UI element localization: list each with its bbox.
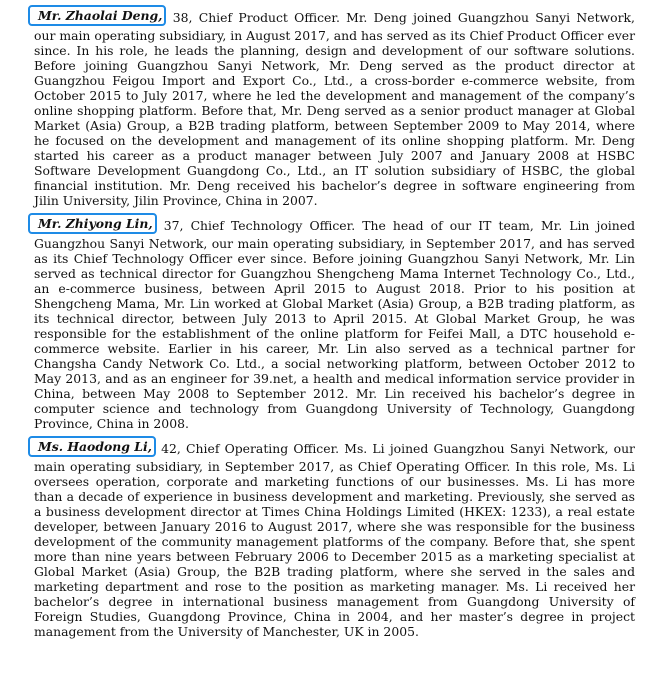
highlighted-name-deng: Mr. Zhaolai Deng,: [28, 5, 166, 26]
highlighted-name-li: Ms. Haodong Li,: [28, 436, 156, 457]
highlighted-name-lin: Mr. Zhiyong Lin,: [28, 213, 157, 234]
officer-bios-document: [34, 7, 635, 646]
bio-paragraph-li: [34, 438, 635, 639]
bio-paragraph-deng: [34, 7, 635, 208]
bio-text-lin: 37, Chief Technology Officer. The head of our IT team, Mr. Lin joined Guangzhou Sanyi Network, our main operating subsidiary, in September 2017, and has served as its Chief Technology Officer ever since. Before joining Guangzhou Sanyi Network, Mr. Lin served as technical director for Guangzhou Shengcheng Mama Internet Technology Co., Ltd., an e-commerce business, between April 2015 to August 2018. Prior to his position at Shengcheng Mama, Mr. Lin worked at Global Market (Asia) Group, a B2B trading platform, as its technical director, between July 2013 to April 2015. At Global Market Group, he was responsible for the establishment of the online platform for Feifei Mall, a DTC household e-commerce website. Earlier in his career, Mr. Lin also served as a technical partner for Changsha Candy Network Co. Ltd., a social networking platform, between October 2012 to May 2013, and as an engineer for 39.net, a health and medical information service provider in China, between May 2008 to September 2012. Mr. Lin received his bachelor’s degree in computer science and technology from Guangdong University of Technology, Guangdong Province, China in 2008.: [34, 218, 635, 431]
bio-text-deng: 38, Chief Product Officer. Mr. Deng joined Guangzhou Sanyi Network, our main operating subsidiary, in August 2017, and has served as its Chief Product Officer ever since. In his role, he leads the planning, design and development of our software solutions. Before joining Guangzhou Sanyi Network, Mr. Deng served as the product director at Guangzhou Feigou Import and Export Co., Ltd., a cross-border e-commerce website, from October 2015 to July 2017, where he led the development and management of the company’s online shopping platform. Before that, Mr. Deng served as a senior product manager at Global Market (Asia) Group, a B2B trading platform, between September 2009 to May 2014, where he focused on the development and management of its online shopping platform. Mr. Deng started his career as a product manager between July 2007 and January 2008 at HSBC Software Development Guangdong Co., Ltd., an IT solution subsidiary of HSBC, the global financial institution. Mr. Deng received his bachelor’s degree in software engineering from Jilin University, Jilin Province, China in 2007.: [34, 10, 635, 208]
bio-paragraph-lin: [34, 215, 635, 431]
bio-text-li: 42, Chief Operating Officer. Ms. Li joined Guangzhou Sanyi Network, our main operating subsidiary, in September 2017, as Chief Operating Officer. In this role, Ms. Li oversees operation, corporate and marketing functions of our businesses. Ms. Li has more than a decade of experience in business development and marketing. Previously, she served as a business development director at Times China Holdings Limited (HKEX: 1233), a real estate developer, between January 2016 to August 2017, where she was responsible for the business development of the community management platforms of the company. Before that, she spent more than nine years between February 2006 to December 2015 as a marketing specialist at Global Market (Asia) Group, the B2B trading platform, where she served in the sales and marketing department and rose to the position as marketing manager. Ms. Li received her bachelor’s degree in international business management from Guangdong University of Foreign Studies, Guangdong Province, China in 2004, and her master’s degree in project management from the University of Manchester, UK in 2005.: [34, 441, 635, 639]
